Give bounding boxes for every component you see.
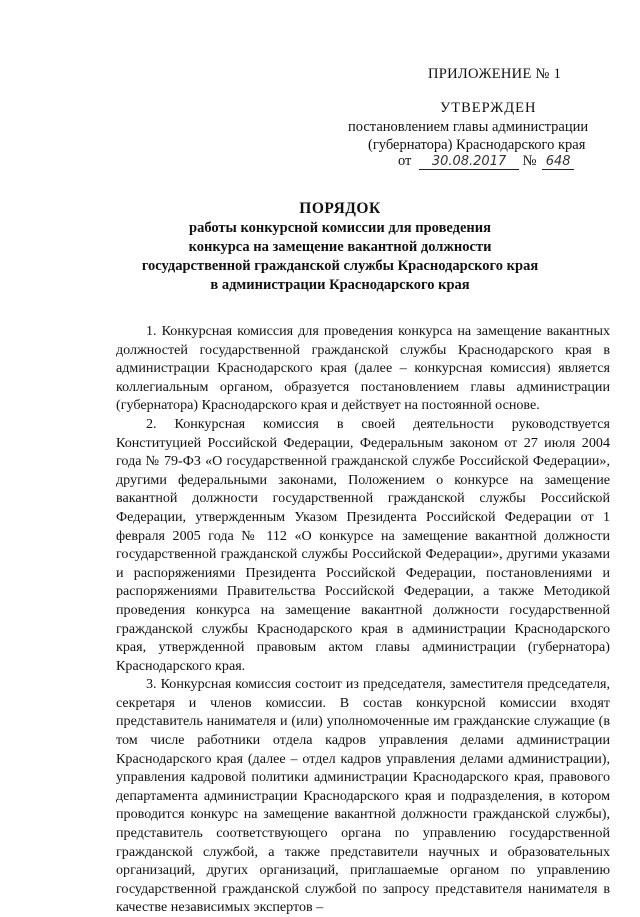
approval-date-row — [398, 153, 574, 170]
approval-authority-line-2: (губернатора) Краснодарского края — [368, 137, 586, 153]
approved-label: УТВЕРЖДЕН — [440, 100, 537, 116]
document-subtitle — [60, 219, 620, 295]
number-label: № — [522, 153, 537, 169]
subtitle-line-4: в администрации Краснодарского края — [210, 277, 470, 293]
paragraph-1: 1. Конкурсная комиссия для проведения конкурса на замещение вакантных должностей государственной гражданской службы Краснодарского края в администрации Краснодарского края (далее – конкурсная комиссия) является коллегиальным органом, образуется постановлением главы администрации (губернатора) Краснодарского края и действует на постоянной основе. — [116, 323, 610, 414]
paragraph-3: 3. Конкурсная комиссия состоит из председателя, заместителя председателя, секретаря и членов комиссии. В состав конкурсной комиссии входят представитель нанимателя и (или) уполномоченные им гражданские служащие (в том числе работники отдела кадров управления делами администрации Краснодарского края (далее – отдел кадров управления делами администрации), управления кадровой политики администрации Краснодарского края, правового департамента администрации Краснодарского края и подразделения, в котором проводится конкурс на замещение вакантной должности гражданской службы), представитель соответствующего органа по управлению государственной гражданской службой, а также представители научных и образовательных организаций, других организаций, приглашаемые органом по управлению государственной гражданской службой по запросу представителя нанимателя в качестве независимых экспертов – — [116, 676, 610, 916]
document-body — [116, 322, 610, 917]
approval-date: 30.08.2017 — [419, 154, 519, 170]
document-title: ПОРЯДОК — [299, 200, 381, 217]
paragraph-2: 2. Конкурсная комиссия в своей деятельности руководствуется Конституцией Российской Федерации, Федеральным законом от 27 июля 2004 года № 79-ФЗ «О государственной гражданской службе Российской Федерации», другими федеральными законами, Положением о конкурсе на замещение вакантной должности государственной гражданской службы Российской Федерации, утвержденным Указом Президента Российской Федерации от 1 февраля 2005 года № 112 «О конкурсе на замещение вакантной должности государственной гражданской службы Российской Федерации», другими указами и распоряжениями Президента Российской Федерации, постановлениями и распоряжениями Правительства Российской Федерации, а также Методикой проведения конкурса на замещение вакантной должности государственной гражданской службы Краснодарского края в администрации Краснодарского края, утвержденной правовым актом главы администрации (губернатора) Краснодарского края. — [116, 415, 610, 674]
appendix-label: ПРИЛОЖЕНИЕ № 1 — [428, 66, 562, 82]
subtitle-line-3: государственной гражданской службы Краснодарского края — [141, 258, 539, 274]
subtitle-line-1: работы конкурсной комиссии для проведения — [189, 220, 491, 236]
approval-authority-line-1: постановлением главы администрации — [348, 119, 589, 135]
from-label: от — [398, 153, 412, 169]
subtitle-line-2: конкурса на замещение вакантной должности — [188, 239, 492, 255]
approval-number: 648 — [542, 154, 574, 170]
